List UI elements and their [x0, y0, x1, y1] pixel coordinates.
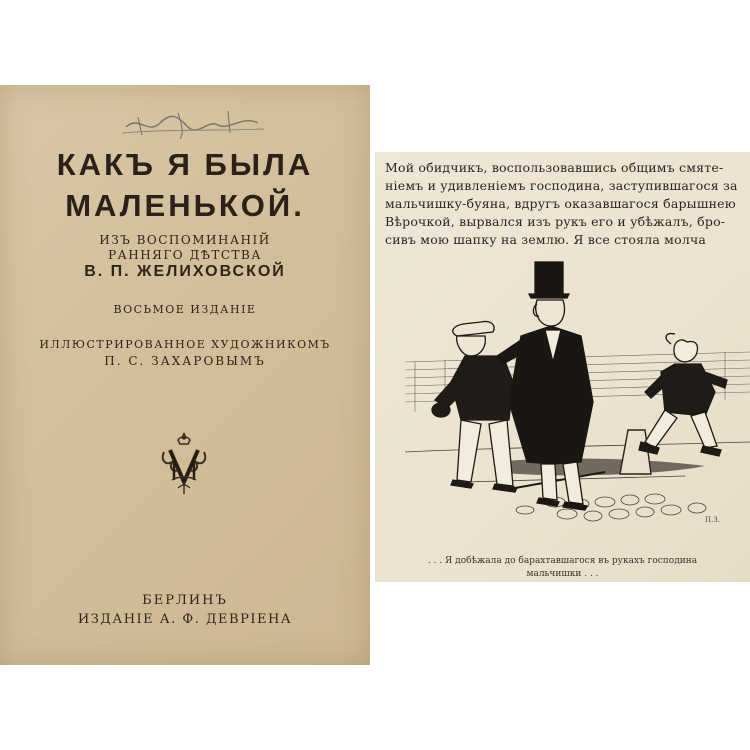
text-line-5: сивъ мою шапку на землю. Я все стояла молча	[385, 232, 707, 247]
illustration-caption-line-1: . . . Я добѣжала до барахтавшагося въ рукахъ господина	[427, 556, 698, 566]
illustrator-name: П. С. ЗАХАРОВЫМЪ	[104, 354, 266, 368]
svg-text:П.З.: П.З.	[705, 516, 720, 524]
publication-city: БЕРЛИНЪ	[142, 593, 228, 608]
title-page	[0, 85, 370, 665]
book-title-line-2: МАЛЕНЬКОЙ.	[65, 188, 305, 223]
illustration-caption-line-2: мальчишки . . .	[526, 569, 599, 579]
text-line-2: ніемъ и удивленіемъ господина, заступившагося за	[385, 178, 738, 193]
book-title-line-1: КАКЪ Я БЫЛА	[56, 147, 314, 182]
handwritten-signature	[118, 105, 268, 145]
publisher-name: ИЗДАНІЕ А. Ф. ДЕВРІЕНА	[77, 612, 293, 627]
illustrated-by-label: ИЛЛЮСТРИРОВАННОЕ ХУДОЖНИКОМЪ	[39, 338, 331, 351]
girl-in-boy-clothes	[432, 321, 517, 492]
edition-label: ВОСЬМОЕ ИЗДАНІЕ	[113, 303, 257, 316]
subtitle-line-1: ИЗЪ ВОСПОМИНАНІЙ	[99, 233, 271, 247]
running-boy	[639, 334, 727, 456]
subtitle-line-2: РАННЯГО ДѢТСТВА	[108, 248, 262, 262]
illustrated-page	[375, 152, 750, 582]
book-illustration	[405, 252, 750, 542]
text-line-4: Вѣрочкой, вырвался изъ рукъ его и убѣжалъ, бро-	[385, 214, 726, 229]
publisher-monogram-icon	[156, 430, 212, 496]
text-line-3: мальчишку-буяна, вдругъ оказавшагося барышнею	[385, 196, 736, 211]
text-line-1: Мой обидчикъ, воспользовавшись общимъ смяте-	[385, 160, 724, 175]
author-name: В. П. ЖЕЛИХОВСКОЙ	[84, 263, 286, 280]
